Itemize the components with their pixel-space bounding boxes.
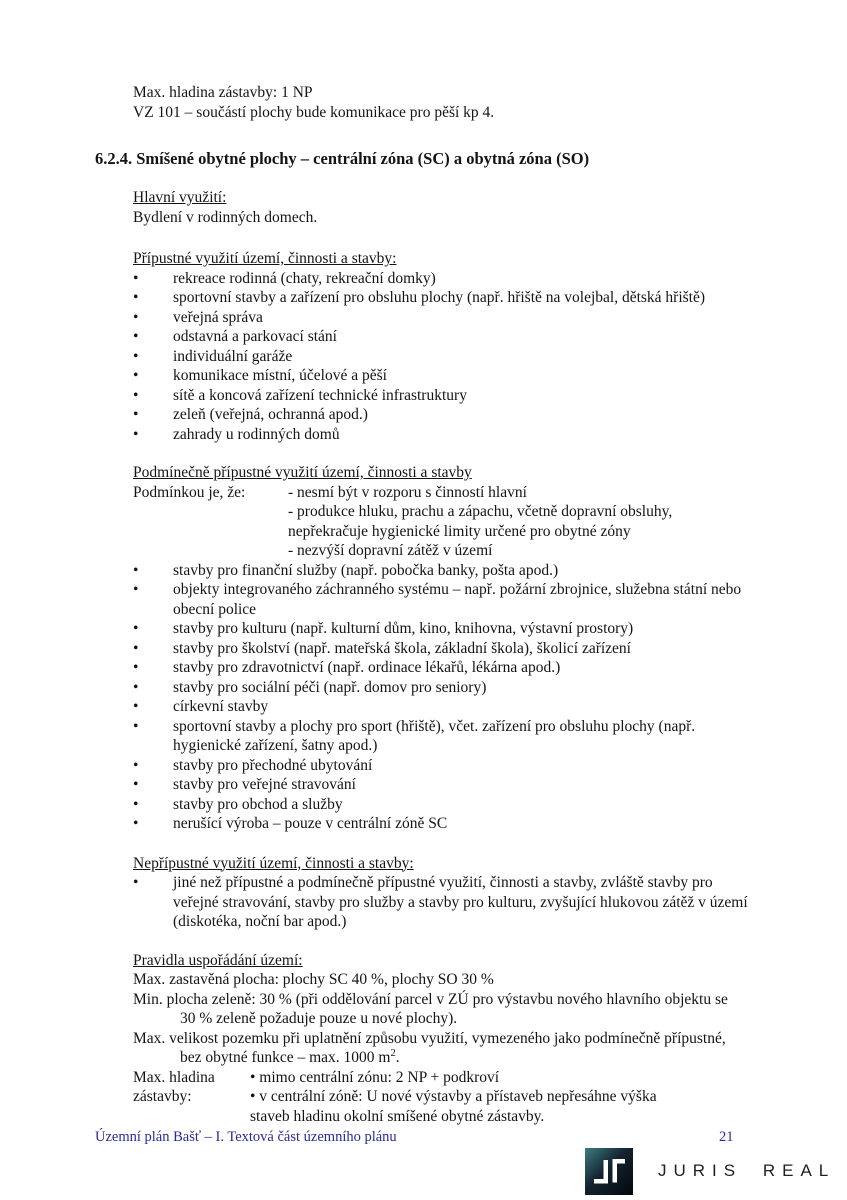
bullet-icon: • bbox=[133, 698, 139, 715]
list-item bbox=[133, 561, 847, 581]
list-item-text: sportovní stavby a plochy pro sport (hřiště), včet. zařízení pro obsluhu plochy (např. hygienické zařízení, šatny apod.) bbox=[173, 717, 696, 754]
condition-block bbox=[133, 483, 847, 561]
main-use-title: Hlavní využití: bbox=[133, 189, 227, 206]
list-item-text: stavby pro finanční služby (např. pobočka banky, pošta apod.) bbox=[173, 561, 559, 579]
list-item-text: stavby pro kulturu (např. kulturní dům, kino, knihovna, výstavní prostory) bbox=[173, 620, 634, 637]
logo-glyph-right-bar bbox=[613, 1159, 626, 1164]
height-item: • mimo centrální zónu: 2 NP + podkroví bbox=[250, 1068, 500, 1086]
list-item-text: individuální garáže bbox=[173, 347, 293, 365]
footer-document-title: Územní plán Bašť – I. Textová část územního plánu bbox=[95, 1129, 397, 1145]
list-item bbox=[133, 639, 847, 659]
bullet-icon: • bbox=[133, 347, 139, 365]
inadmissible-title: Nepřípustné využití území, činnosti a stavby: bbox=[133, 854, 414, 872]
bullet-icon: • bbox=[133, 874, 139, 891]
bullet-icon: • bbox=[133, 269, 139, 287]
bullet-icon: • bbox=[133, 776, 139, 793]
logo-glyph-left-bar bbox=[594, 1179, 604, 1184]
main-use-section bbox=[0, 188, 847, 227]
list-item-text: komunikace místní, účelové a pěší bbox=[173, 367, 387, 384]
list-item-text: církevní stavby bbox=[173, 698, 269, 715]
list-item bbox=[133, 717, 847, 756]
list-item-text: stavby pro obchod a služby bbox=[173, 795, 343, 813]
bullet-icon: • bbox=[133, 717, 139, 735]
list-item bbox=[133, 795, 847, 815]
condition-lines bbox=[288, 483, 787, 561]
height-items bbox=[250, 1068, 757, 1127]
list-item-text: objekty integrovaného záchranného systému – např. požární zbrojnice, služebna státní nebo obecní police bbox=[173, 581, 742, 618]
rules-section bbox=[0, 951, 847, 1127]
logo-glyph-left-stem bbox=[604, 1160, 609, 1184]
list-item bbox=[133, 366, 847, 386]
list-item bbox=[133, 658, 847, 678]
condition-line: - nezvýší dopravní zátěž v území bbox=[288, 542, 493, 559]
list-item bbox=[133, 580, 847, 619]
list-item bbox=[133, 697, 847, 717]
condition-line: - produkce hluku, prachu a zápachu, včetně dopravní obsluhy, bbox=[288, 503, 673, 520]
list-item bbox=[133, 814, 847, 834]
list-item bbox=[133, 327, 847, 347]
list-item-text: zeleň (veřejná, ochranná apod.) bbox=[173, 406, 368, 423]
superscript-2: 2 bbox=[390, 1047, 396, 1059]
list-item-text: veřejná správa bbox=[173, 308, 263, 326]
list-item bbox=[133, 425, 847, 445]
section-heading: 6.2.4. Smíšené obytné plochy – centrální zóna (SC) a obytná zóna (SO) bbox=[95, 149, 590, 168]
list-item-text: jiné než přípustné a podmínečně přípustné využití, činnosti a stavby, zvláště stavby pro veřejné stravování, stavby pro služby a stavby pro kulturu, zvyšující hlukovou zátěž v území (diskotéka, noční bar apod.) bbox=[173, 874, 748, 930]
rule-max-plot-text: bez obytné funkce – max. 1000 m bbox=[180, 1049, 391, 1066]
rule-max-plot-period: . bbox=[395, 1049, 400, 1066]
list-item-text: rekreace rodinná (chaty, rekreační domky) bbox=[173, 269, 436, 287]
bullet-icon: • bbox=[133, 620, 139, 637]
rule-max-plot-cont bbox=[180, 1048, 847, 1068]
list-item bbox=[133, 386, 847, 406]
list-item-text: zahrady u rodinných domů bbox=[173, 425, 340, 443]
bullet-icon: • bbox=[133, 815, 139, 832]
height-label: Max. hladina zástavby: bbox=[133, 1068, 215, 1105]
bullet-icon: • bbox=[133, 659, 139, 676]
juris-real-logo-icon bbox=[585, 1148, 633, 1195]
logo-square bbox=[585, 1148, 633, 1195]
height-item-cont: staveb hladinu okolní smíšené obytné zástavby. bbox=[250, 1107, 545, 1125]
bullet-icon: • bbox=[133, 581, 139, 598]
rule-min-green-cont: 30 % zeleně požaduje pouze u nové plochy). bbox=[180, 1010, 458, 1027]
list-item-text: stavby pro sociální péči (např. domov pro seniory) bbox=[173, 678, 487, 696]
intro-line: VZ 101 – součástí plochy bude komunikace pro pěší kp 4. bbox=[133, 103, 495, 121]
bullet-icon: • bbox=[133, 425, 139, 443]
list-item bbox=[133, 288, 847, 308]
brand-name: JURIS REAL bbox=[658, 1161, 836, 1180]
list-item bbox=[133, 347, 847, 367]
footer-page-number: 21 bbox=[719, 1129, 734, 1145]
bullet-icon: • bbox=[133, 678, 139, 696]
condition-line: nepřekračuje hygienické limity určené pro obytné zóny bbox=[288, 522, 631, 540]
bullet-icon: • bbox=[133, 367, 139, 384]
bullet-icon: • bbox=[133, 308, 139, 326]
permitted-use-section bbox=[0, 249, 847, 444]
bullet-icon: • bbox=[133, 406, 139, 423]
list-item-text: stavby pro školství (např. mateřská škola, základní škola), školicí zařízení bbox=[173, 639, 631, 657]
rules-title: Pravidla uspořádání území: bbox=[133, 951, 303, 969]
bullet-icon: • bbox=[133, 756, 139, 774]
bullet-icon: • bbox=[133, 639, 139, 657]
list-item bbox=[133, 756, 847, 776]
intro-line: Max. hladina zástavby: 1 NP bbox=[133, 84, 313, 101]
rule-building-height bbox=[133, 1068, 847, 1127]
conditional-use-section bbox=[0, 463, 847, 834]
bullet-icon: • bbox=[133, 328, 139, 345]
list-item-text: nerušící výroba – pouze v centrální zóně SC bbox=[173, 815, 448, 832]
rule-min-green: Min. plocha zeleně: 30 % (při oddělování parcel v ZÚ pro výstavbu nového hlavního objektu se bbox=[133, 990, 728, 1008]
bullet-icon: • bbox=[133, 795, 139, 813]
permitted-title: Přípustné využití území, činnosti a stavby: bbox=[133, 250, 397, 267]
list-item bbox=[133, 308, 847, 328]
inadmissible-use-section bbox=[0, 854, 847, 932]
list-item bbox=[133, 269, 847, 289]
list-item bbox=[133, 405, 847, 425]
height-item: • v centrální zóně: U nové výstavby a přístaveb nepřesáhne výška bbox=[250, 1088, 657, 1105]
list-item bbox=[133, 678, 847, 698]
list-item bbox=[133, 619, 847, 639]
list-item-text: stavby pro přechodné ubytování bbox=[173, 756, 373, 774]
list-item bbox=[133, 873, 847, 932]
condition-line: - nesmí být v rozporu s činností hlavní bbox=[288, 483, 527, 501]
conditional-title: Podmínečně přípustné využití území, činnosti a stavby bbox=[133, 464, 472, 481]
bullet-icon: • bbox=[133, 386, 139, 404]
bullet-icon: • bbox=[133, 561, 139, 579]
main-use-body: Bydlení v rodinných domech. bbox=[133, 208, 318, 226]
list-item-text: sportovní stavby a zařízení pro obsluhu plochy (např. hřiště na volejbal, dětská hřiště) bbox=[173, 289, 706, 306]
bullet-icon: • bbox=[133, 289, 139, 306]
list-item bbox=[133, 775, 847, 795]
rule-max-built: Max. zastavěná plocha: plochy SC 40 %, plochy SO 30 % bbox=[133, 971, 494, 988]
list-item-text: odstavná a parkovací stání bbox=[173, 328, 337, 345]
rule-max-plot: Max. velikost pozemku při uplatnění způsobu využití, vymezeného jako podmínečně přípustné, bbox=[133, 1029, 726, 1047]
list-item-text: sítě a koncová zařízení technické infrastruktury bbox=[173, 386, 467, 404]
list-item-text: stavby pro zdravotnictví (např. ordinace lékařů, lékárna apod.) bbox=[173, 659, 561, 676]
list-item-text: stavby pro veřejné stravování bbox=[173, 776, 356, 793]
condition-label: Podmínkou je, že: bbox=[133, 483, 246, 501]
